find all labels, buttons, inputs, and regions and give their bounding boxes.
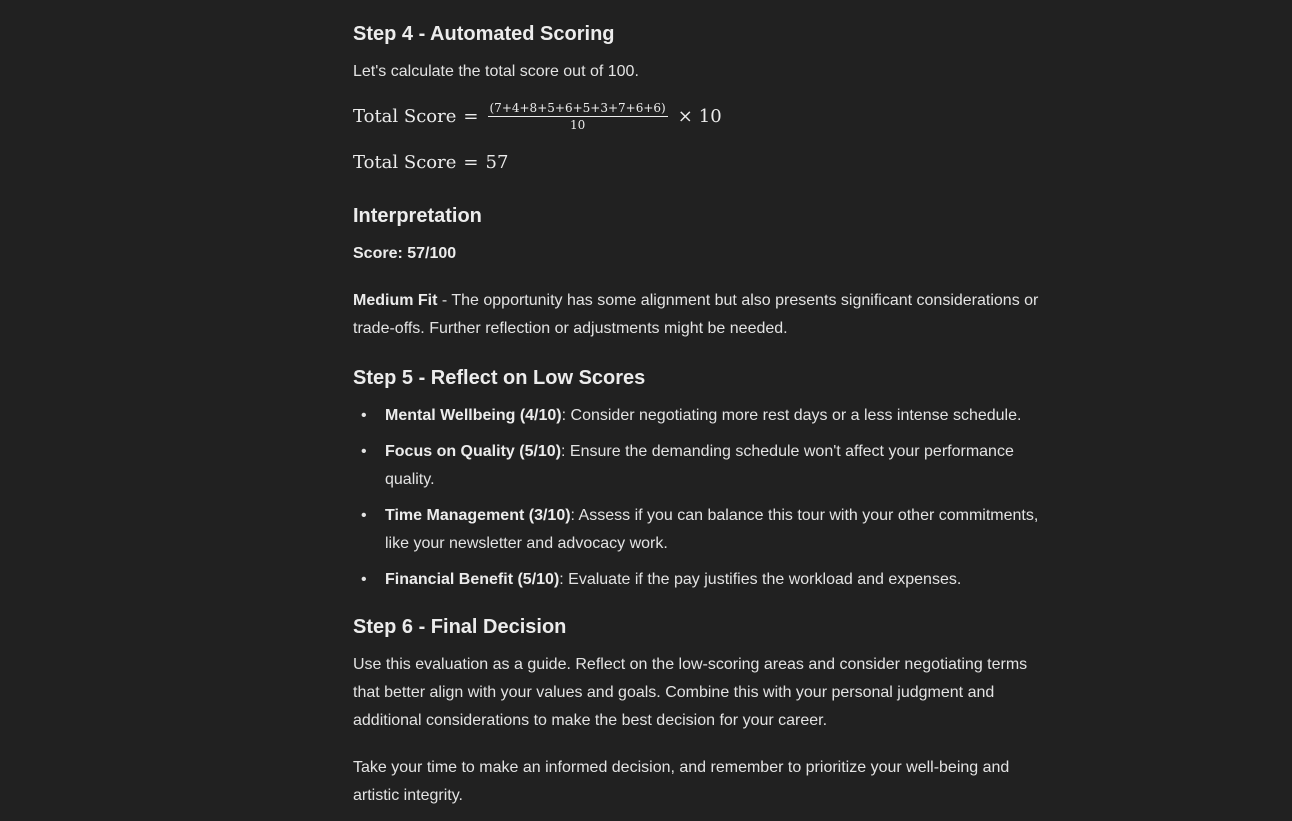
list-item <box>353 502 1055 558</box>
step4-intro: Let's calculate the total score out of 100. <box>353 63 639 80</box>
item-label: Mental Wellbeing (4/10) <box>385 407 562 424</box>
fit-description: - The opportunity has some alignment but also presents significant considerations or trade-offs. Further reflection or adjustments might be needed. <box>353 292 1039 337</box>
bullet-icon: • <box>361 571 367 588</box>
result-value: 57 <box>485 152 509 173</box>
item-label: Financial Benefit (5/10) <box>385 571 560 588</box>
result-lhs: Total Score <box>353 152 457 173</box>
item-label: Time Management (3/10) <box>385 507 571 524</box>
bullet-icon: • <box>361 507 367 524</box>
total-score-result <box>353 152 508 173</box>
bullet-icon: • <box>361 407 367 424</box>
formula-multiplier: 10 <box>698 106 722 127</box>
step6-paragraph-1: Use this evaluation as a guide. Reflect on the low-scoring areas and consider negotiating terms that better align with your values and goals. Combine this with your personal judgment and additional considerations to make the best decision for your career. <box>353 656 1028 729</box>
list-item <box>353 438 1035 494</box>
item-label: Focus on Quality (5/10) <box>385 443 562 460</box>
item-text: : Assess if you can balance this tour with your other commitments, like your newsletter and advocacy work. <box>385 507 1039 552</box>
step5-heading: Step 5 - Reflect on Low Scores <box>353 367 646 389</box>
formula-denominator: 10 <box>569 118 586 132</box>
total-score-formula <box>353 101 722 132</box>
score-label: Score: 57/100 <box>353 245 457 262</box>
formula-equals: = <box>463 106 479 127</box>
formula-numerator: (7+4+8+5+6+5+3+7+6+6) <box>489 101 666 115</box>
step6-heading: Step 6 - Final Decision <box>353 616 567 638</box>
score-line <box>353 240 1073 268</box>
item-text: : Evaluate if the pay justifies the workload and expenses. <box>559 571 962 588</box>
list-item <box>353 402 1063 430</box>
fit-label: Medium Fit <box>353 292 438 309</box>
step4-heading: Step 4 - Automated Scoring <box>353 23 615 45</box>
formula-times: × <box>677 106 693 127</box>
result-equals: = <box>463 152 479 173</box>
formula-fraction <box>488 101 668 132</box>
list-item <box>353 566 1063 594</box>
item-text: : Consider negotiating more rest days or a less intense schedule. <box>561 407 1022 424</box>
bullet-icon: • <box>361 443 367 460</box>
interpretation-heading: Interpretation <box>353 205 482 227</box>
step6-paragraph-2: Take your time to make an informed decision, and remember to prioritize your well-being and artistic integrity. <box>353 759 1010 804</box>
item-text: : Ensure the demanding schedule won't affect your performance quality. <box>385 443 1014 488</box>
formula-lhs: Total Score <box>353 106 457 127</box>
fit-paragraph <box>353 287 1063 343</box>
low-scores-list <box>353 402 1063 594</box>
